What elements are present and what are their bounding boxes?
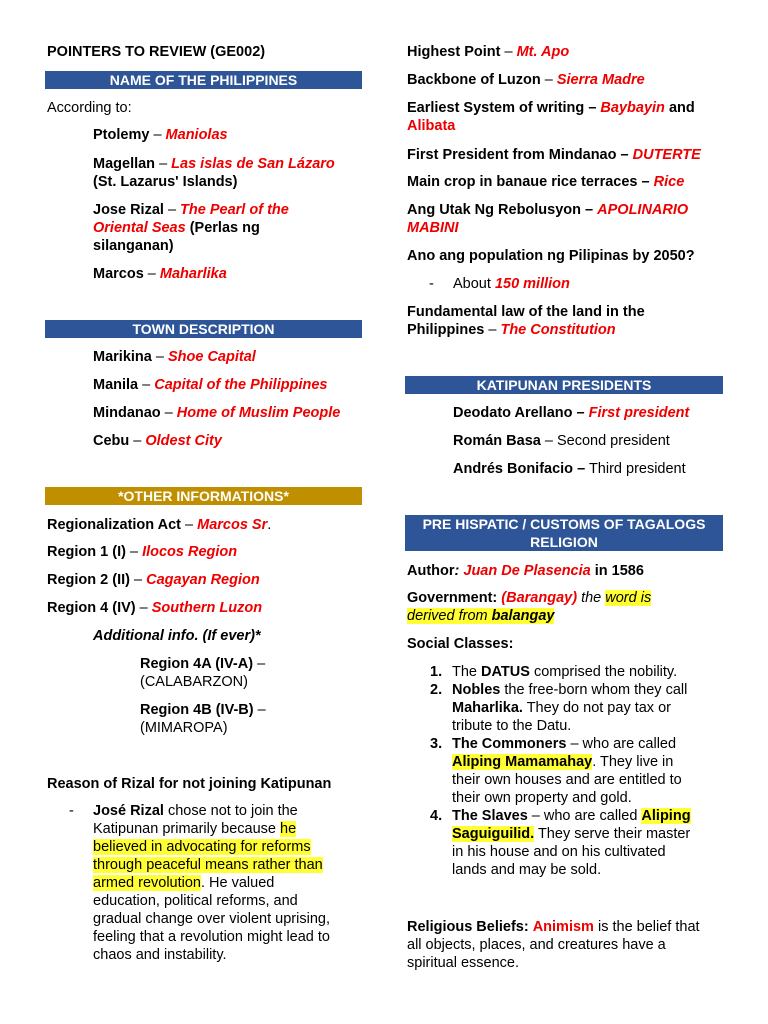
social-classes-label: Social Classes: (407, 636, 514, 652)
government-entry-line2: derived from balangay (407, 608, 555, 624)
magellan-entry: Magellan – Las islas de San Lázaro (93, 156, 335, 172)
section-header-town: TOWN DESCRIPTION (45, 320, 362, 338)
earliest-writing: Earliest System of writing – Baybayin and (407, 100, 695, 116)
class-item-2-line2: Maharlika. They do not pay tax or (452, 700, 671, 716)
rizal-reason-line2: Katipunan primarily because he (93, 821, 297, 837)
backbone-luzon: Backbone of Luzon – Sierra Madre (407, 72, 645, 88)
region4b-value: (MIMAROPA) (140, 720, 228, 736)
section-header-other: *OTHER INFORMATIONS* (45, 487, 362, 505)
rizal-entry-line3: silanganan) (93, 238, 174, 254)
main-crop: Main crop in banaue rice terraces – Rice (407, 174, 685, 190)
region4a-entry: Region 4A (IV-A) – (140, 656, 266, 672)
rizal-entry-line2: Oriental Seas (Perlas ng (93, 220, 260, 236)
rizal-reason-line9: chaos and instability. (93, 947, 227, 963)
prehispanic-header-line1: PRE HISPATIC / CUSTOMS OF TAGALOGS (422, 516, 706, 532)
marcos-entry: Marcos – Maharlika (93, 266, 227, 282)
cebu-entry: Cebu – Oldest City (93, 433, 222, 449)
rizal-reason-line1: José Rizal chose not to join the (93, 803, 298, 819)
earliest-writing-line2: Alibata (407, 118, 456, 134)
class-item-3-line4: their own property and gold. (452, 790, 632, 806)
population-answer: About 150 million (453, 276, 570, 292)
section-header-prehispanic (405, 515, 723, 551)
religious-beliefs-line3: spiritual essence. (407, 955, 520, 971)
class-item-2: 2. Nobles the free-born whom they call (430, 682, 688, 698)
region4b-entry: Region 4B (IV-B) – (140, 702, 266, 718)
katipunan-president-2: Román Basa – Second president (453, 433, 670, 449)
first-president-mindanao: First President from Mindanao – DUTERTE (407, 147, 701, 163)
rizal-reason-line8: feeling that a revolution might lead to (93, 929, 330, 945)
section-header-name: NAME OF THE PHILIPPINES (45, 71, 362, 89)
class-item-1: 1. The DATUS comprised the nobility. (430, 664, 678, 680)
rizal-reason-line5: armed revolution. He valued (93, 875, 275, 891)
according-to: According to: (47, 100, 132, 116)
religious-beliefs: Religious Beliefs: Animism is the belief that (407, 919, 700, 935)
region1-entry: Region 1 (I) – Ilocos Region (47, 544, 238, 560)
rizal-reason-heading: Reason of Rizal for not joining Katipunan (47, 776, 332, 792)
author-entry: Author: Juan De Plasencia in 1586 (407, 563, 644, 579)
ptolemy-entry: Ptolemy – Maniolas (93, 127, 228, 143)
class-item-3-line2: Aliping Mamamahay. They live in (452, 754, 674, 770)
class-item-3-line3: their own houses and are entitled to (452, 772, 682, 788)
page-title: POINTERS TO REVIEW (GE002) (47, 44, 266, 60)
utak-rebolusyon-line2: MABINI (407, 220, 459, 236)
region4-entry: Region 4 (IV) – Southern Luzon (47, 600, 263, 616)
katipunan-president-3: Andrés Bonifacio – Third president (453, 461, 686, 477)
religious-beliefs-line2: all objects, places, and creatures have a (407, 937, 666, 953)
class-item-2-line3: tribute to the Datu. (452, 718, 572, 734)
class-item-4-line3: in his house and on his cultivated (452, 844, 666, 860)
class-item-3: 3. The Commoners – who are called (430, 736, 677, 752)
rizal-reason-line4: through peaceful means rather than (93, 857, 323, 873)
rizal-reason-line7: gradual change over violent uprising, (93, 911, 330, 927)
utak-rebolusyon: Ang Utak Ng Rebolusyon – APOLINARIO (407, 202, 689, 218)
katipunan-president-1: Deodato Arellano – First president (453, 405, 690, 421)
government-entry: Government: (Barangay) the word is (407, 590, 652, 606)
fundamental-law-line2: Philippines – The Constitution (407, 322, 616, 338)
section-header-katipunan: KATIPUNAN PRESIDENTS (405, 376, 723, 394)
manila-entry: Manila – Capital of the Philippines (93, 377, 328, 393)
mindanao-entry: Mindanao – Home of Muslim People (93, 405, 341, 421)
regionalization-entry: Regionalization Act – Marcos Sr. (47, 517, 272, 533)
fundamental-law: Fundamental law of the land in the (407, 304, 645, 320)
class-item-4-line2: Saguiguilid. They serve their master (452, 826, 691, 842)
class-item-4-line4: lands and may be sold. (452, 862, 602, 878)
prehispanic-header-line2: RELIGION (530, 534, 598, 550)
region2-entry: Region 2 (II) – Cagayan Region (47, 572, 260, 588)
magellan-note: (St. Lazarus' Islands) (93, 174, 238, 190)
rizal-reason-line6: education, political reforms, and (93, 893, 298, 909)
bullet-dash: - (69, 803, 74, 819)
rizal-entry: Jose Rizal – The Pearl of the (93, 202, 289, 218)
population-question: Ano ang population ng Pilipinas by 2050? (407, 248, 695, 264)
marikina-entry: Marikina – Shoe Capital (93, 349, 256, 365)
rizal-reason-line3: believed in advocating for reforms (93, 839, 311, 855)
additional-info: Additional info. (If ever)* (93, 628, 261, 644)
class-item-4: 4. The Slaves – who are called Aliping (430, 808, 691, 824)
highest-point: Highest Point – Mt. Apo (407, 44, 570, 60)
region4a-value: (CALABARZON) (140, 674, 248, 690)
population-dash: - (429, 276, 434, 292)
